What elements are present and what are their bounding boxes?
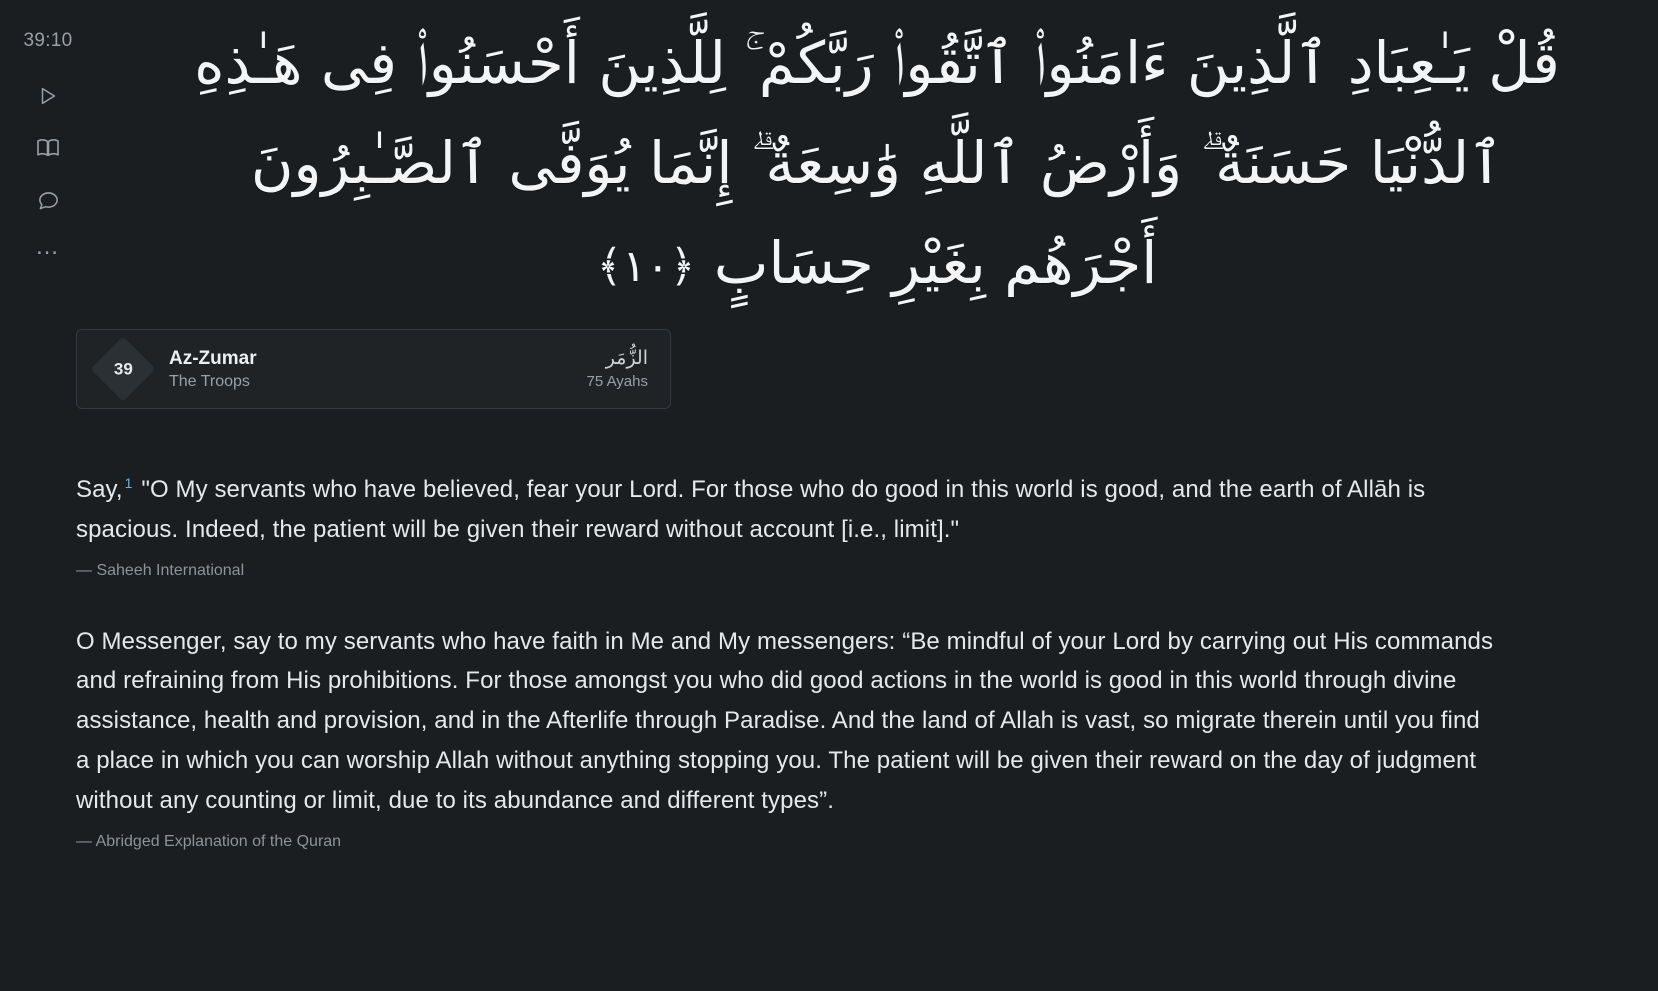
verse-key-label: 39:10 xyxy=(23,30,73,51)
translation-text xyxy=(76,622,1496,821)
surah-meta-group xyxy=(587,348,648,391)
translation-source: — Abridged Explanation of the Quran xyxy=(76,832,342,850)
translation-source: — Saheeh International xyxy=(76,561,245,579)
surah-ayah-count: 75 Ayahs xyxy=(586,373,648,391)
surah-name: Az-Zumar xyxy=(169,347,257,369)
surah-name-group xyxy=(169,348,587,391)
surah-number-badge xyxy=(90,336,155,401)
surah-number: 39 xyxy=(113,358,133,378)
surah-arabic-name: الزُّمَر xyxy=(605,346,648,369)
book-icon[interactable] xyxy=(26,126,70,170)
more-icon[interactable]: … xyxy=(35,233,61,260)
translation-text xyxy=(76,470,1496,550)
surah-number-badge-wrap xyxy=(77,346,169,392)
arabic-verse-text xyxy=(172,0,1582,313)
translation-list xyxy=(76,470,1496,893)
translation-block xyxy=(76,622,1496,851)
translation-text-lead: Say, xyxy=(76,476,123,503)
play-icon[interactable] xyxy=(26,74,70,118)
surah-info-card[interactable] xyxy=(76,329,671,409)
translation-text-body: O Messenger, say to my servants who have faith in Me and My messengers: “Be mindful of your Lord by carrying out His commands and refraining from His prohibitions. For those amongst you who did good actions in the world is good in this world through divine assistance, health and provision, and in the Afterlife through Paradise. And the land of Allah is vast, so migrate therein until you find a place in which you can worship Allah without anything stopping you. The patient will be given their reward on the day of judgment without any counting or limit, due to its abundance and different types”. xyxy=(76,627,1494,814)
arabic-text: قُلْ يَـٰعِبَادِ ٱلَّذِينَ ءَامَنُوا۟ ٱتَّقُوا۟ رَبَّكُمْ ۚ لِلَّذِينَ أَحْسَنُوا۟ فِى هَـٰذِهِ ٱلدُّنْيَا حَسَنَةٌ ۗ وَأَرْضُ ٱللَّهِ وَٰسِعَةٌ ۗ إِنَّمَا يُوَفَّى ٱلصَّـٰبِرُونَ أَجْرَهُم بِغَيْرِ حِسَابٍ xyxy=(194,29,1560,297)
ayah-number-marker: ﴿١٠﴾ xyxy=(596,240,696,292)
translation-text-body: "O My servants who have believed, fear your Lord. For those who do good in this world is good, and the earth of Allāh is spacious. Indeed, the patient will be given their reward without account [i.e., limit]." xyxy=(76,476,1426,543)
chat-icon[interactable] xyxy=(26,178,70,222)
footnote-ref[interactable]: 1 xyxy=(124,475,133,491)
translation-block xyxy=(76,470,1496,580)
surah-translated-name: The Troops xyxy=(169,372,250,390)
